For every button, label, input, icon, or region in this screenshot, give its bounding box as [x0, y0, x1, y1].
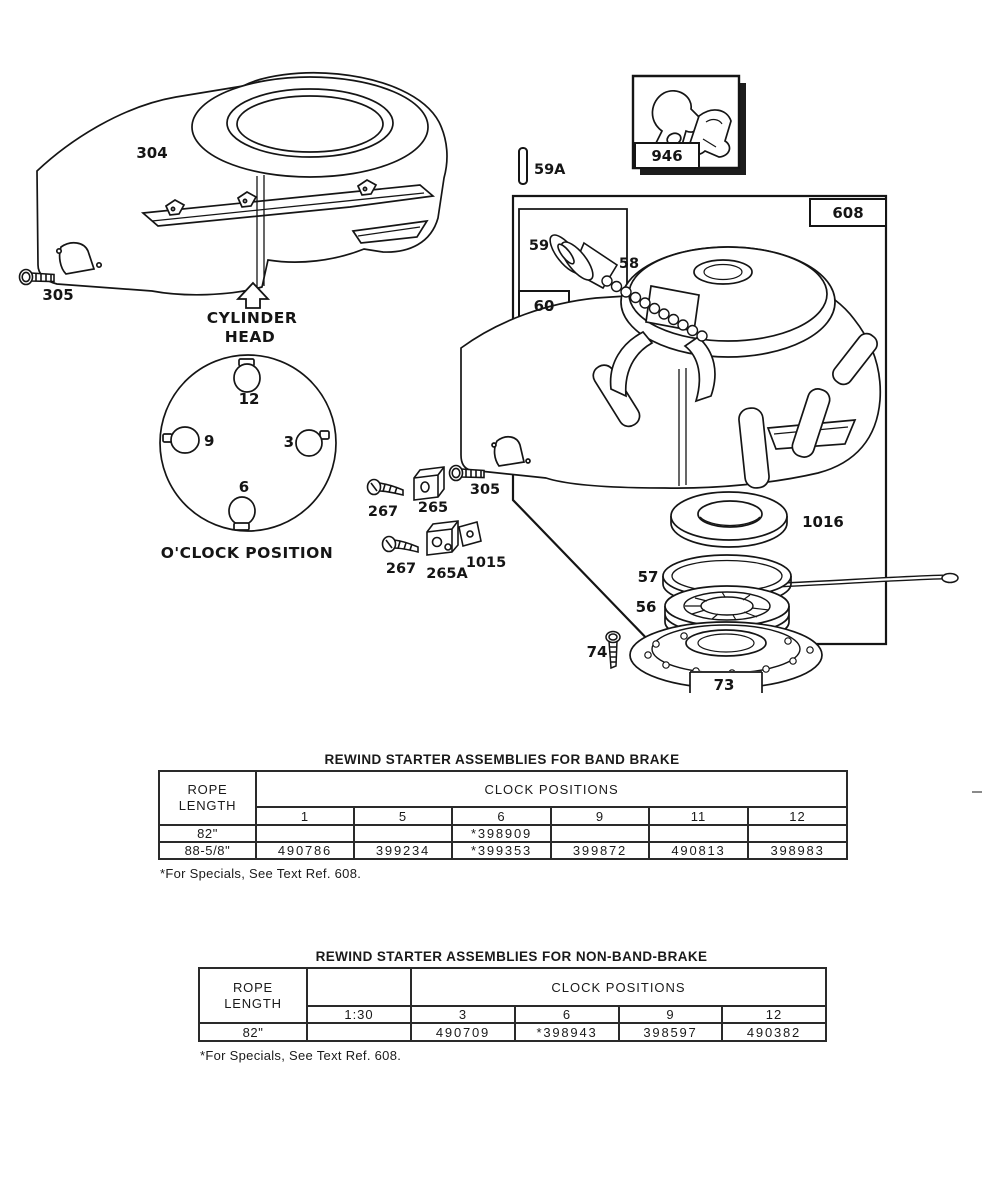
column-header: 1:30 — [307, 1006, 411, 1023]
callout-box-946 — [633, 76, 746, 175]
part-label-1015: 1015 — [465, 555, 507, 571]
column-header: 11 — [649, 807, 748, 825]
table-cell — [649, 825, 748, 842]
washer-1016 — [671, 492, 787, 547]
table-cell: 490382 — [722, 1023, 826, 1041]
table-cell: 399872 — [551, 842, 649, 859]
table-cell: 399234 — [354, 842, 452, 859]
plate-1015 — [459, 522, 481, 546]
band-brake-footnote: *For Specials, See Text Ref. 608. — [160, 866, 362, 881]
rope-length-header: ROPE LENGTH — [159, 771, 256, 825]
table-cell: *398909 — [452, 825, 551, 842]
non-band-brake-footnote: *For Specials, See Text Ref. 608. — [200, 1048, 402, 1063]
pin-59a — [519, 148, 527, 184]
part-label-58: 58 — [618, 256, 640, 272]
table-cell: 398597 — [619, 1023, 722, 1041]
column-header: 6 — [515, 1006, 619, 1023]
cylinder-head-label-line2: HEAD — [224, 328, 276, 346]
table-cell — [748, 825, 847, 842]
blank-header-cell — [307, 968, 411, 1006]
table-cell — [307, 1023, 411, 1041]
clock-positions-header: CLOCK POSITIONS — [256, 771, 847, 807]
table-cell: *399353 — [452, 842, 551, 859]
column-header: 12 — [748, 807, 847, 825]
part-label-73: 73 — [713, 676, 735, 694]
clock-label-12: 12 — [238, 390, 260, 408]
column-header: 6 — [452, 807, 551, 825]
part-label-265a: 265A — [426, 566, 468, 582]
cylinder-head-label-line1: CYLINDER — [206, 309, 298, 327]
rope-length-cell: 82" — [159, 825, 256, 842]
column-header: 9 — [551, 807, 649, 825]
rope-length-header: ROPE LENGTH — [199, 968, 307, 1023]
part-label-56: 56 — [635, 598, 657, 616]
table-row — [199, 1023, 826, 1041]
clock-caption: O'CLOCK POSITION — [160, 544, 334, 562]
column-header: 5 — [354, 807, 452, 825]
non-band-brake-table — [198, 967, 827, 1042]
clock-label-6: 6 — [238, 478, 250, 496]
column-header: 12 — [722, 1006, 826, 1023]
part-label-304: 304 — [136, 144, 168, 162]
table-cell: 490709 — [411, 1023, 515, 1041]
table-cell: *398943 — [515, 1023, 619, 1041]
band-brake-section — [158, 752, 846, 881]
table-row — [159, 842, 847, 859]
clock-label-3: 3 — [283, 433, 294, 451]
part-label-946: 946 — [651, 147, 683, 165]
scan-artifact — [972, 791, 982, 793]
part-label-305-right: 305 — [469, 482, 501, 498]
table-cell: 490813 — [649, 842, 748, 859]
table-cell: 398983 — [748, 842, 847, 859]
part-label-59: 59 — [528, 238, 550, 254]
screw-74 — [606, 632, 620, 669]
part-label-74: 74 — [586, 643, 608, 661]
band-brake-table-title: REWIND STARTER ASSEMBLIES FOR BAND BRAKE — [324, 752, 680, 767]
table-row — [159, 825, 847, 842]
band-brake-table — [158, 770, 848, 860]
rope-length-cell: 88-5/8" — [159, 842, 256, 859]
table-cell — [256, 825, 354, 842]
column-header: 9 — [619, 1006, 722, 1023]
column-header: 3 — [411, 1006, 515, 1023]
clock-label-9: 9 — [204, 432, 215, 450]
table-cell — [551, 825, 649, 842]
non-band-brake-section — [198, 949, 825, 1063]
rope-length-cell: 82" — [199, 1023, 307, 1041]
screw-267-b — [383, 537, 419, 553]
column-header: 1 — [256, 807, 354, 825]
table-cell — [354, 825, 452, 842]
clip-265 — [414, 467, 444, 500]
part-label-60: 60 — [533, 297, 555, 315]
part-label-265: 265 — [417, 500, 449, 516]
table-cell: 490786 — [256, 842, 354, 859]
screw-267-a — [368, 480, 404, 496]
part-label-1016: 1016 — [802, 513, 844, 531]
part-label-608: 608 — [832, 204, 864, 222]
non-band-brake-table-title: REWIND STARTER ASSEMBLIES FOR NON-BAND-BRAKE — [315, 949, 708, 964]
part-label-267-a: 267 — [367, 504, 399, 520]
part-label-59a: 59A — [534, 162, 566, 178]
clock-positions-header: CLOCK POSITIONS — [411, 968, 826, 1006]
part-label-267-b: 267 — [385, 561, 417, 577]
clock-position-diagram — [160, 355, 336, 531]
part-label-57: 57 — [637, 568, 659, 586]
blower-housing-304 — [37, 73, 447, 295]
part-label-305-left: 305 — [42, 286, 74, 304]
clip-265a — [427, 521, 458, 555]
